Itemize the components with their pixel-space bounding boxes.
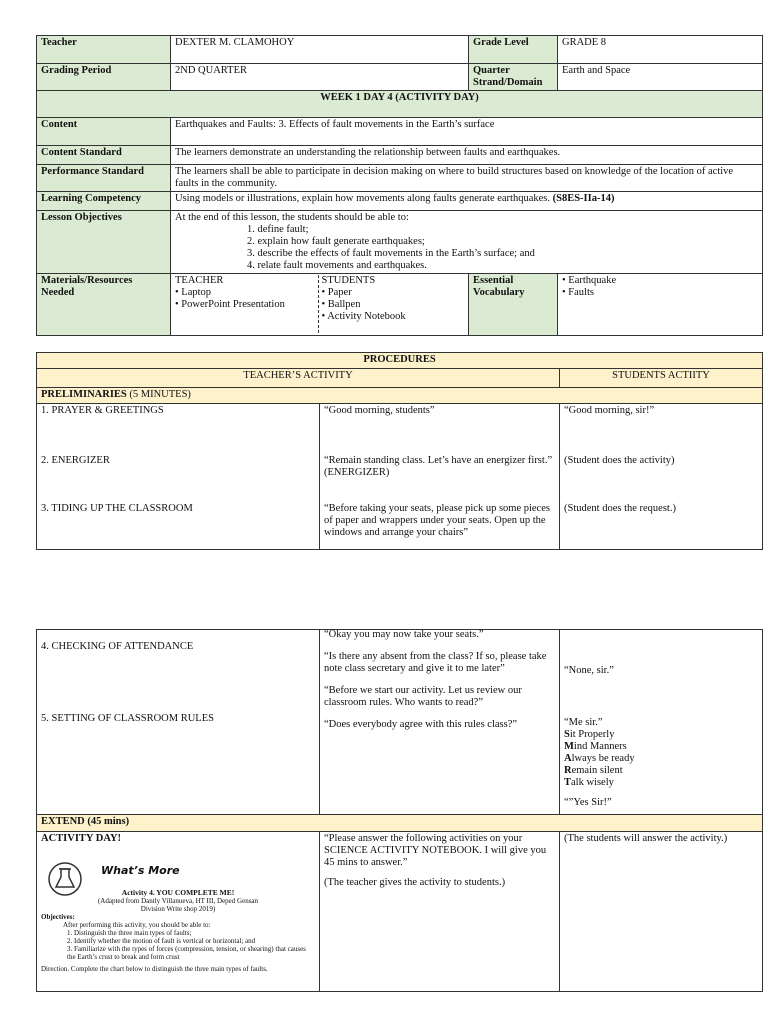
worksheet-direction: Direction. Complete the chart below to distinguish the three main types of faults. — [41, 965, 268, 973]
student-line: “Me sir.” — [564, 717, 603, 728]
objectives-intro: At the end of this lesson, the students should be able to: — [175, 212, 409, 223]
whats-more-title: What’s More — [101, 864, 180, 877]
table-row — [37, 502, 763, 550]
teacher-line: “Is there any absent from the class? If so, please take note class secretary and give it to me later” — [324, 651, 547, 674]
content-standard-value: The learners demonstrate an understanding the relationship between faults and earthquakes. — [171, 146, 763, 165]
materials-item: • Ballpen — [321, 299, 361, 310]
materials-value — [171, 274, 469, 336]
steps-cell — [37, 630, 320, 815]
teacher-line: “Okay you may now take your seats.” — [324, 629, 484, 640]
procedures-continued-table — [36, 629, 763, 992]
rule-item: Sit Properly — [564, 729, 615, 740]
step-label: 5. SETTING OF CLASSROOM RULES — [41, 713, 214, 724]
activity-cell — [37, 832, 320, 992]
content-label: Content — [37, 118, 171, 146]
content-value: Earthquakes and Faults: 3. Effects of fault movements in the Earth’s surface — [171, 118, 763, 146]
step-label: 3. TIDING UP THE CLASSROOM — [37, 502, 320, 550]
objectives-value — [171, 211, 763, 274]
rule-item: Mind Manners — [564, 741, 627, 752]
students-activity-header: STUDENTS ACTIITY — [560, 369, 763, 388]
worksheet-activity-title: Activity 4. YOU COMPLETE ME! — [121, 888, 235, 897]
vocabulary-item: • Earthquake — [562, 275, 617, 286]
teacher-value: DEXTER M. CLAMOHOY — [171, 36, 469, 64]
student-line: “None, sir.” — [564, 665, 614, 676]
vocabulary-value — [558, 274, 763, 336]
period-label: Grading Period — [37, 64, 171, 91]
grade-label: Grade Level — [469, 36, 558, 64]
procedures-table — [36, 352, 763, 550]
worksheet-item: 1. Distinguish the three main types of faults; — [67, 929, 192, 937]
table-row — [37, 454, 763, 502]
teacher-activity: “Good morning, students” — [320, 404, 560, 454]
rule-item: Always be ready — [564, 753, 635, 764]
competency-code: (S8ES-IIa-14) — [552, 193, 615, 204]
teacher-line: “Before we start our activity. Let us review our classroom rules. Who wants to read?” — [324, 685, 522, 708]
materials-item: • Paper — [321, 287, 352, 298]
teacher-activity: “Before taking your seats, please pick up some pieces of paper and wrappers under your seats. Open up the windows and arrange your chairs” — [320, 502, 560, 550]
objective-item: 2. explain how fault generate earthquakes; — [247, 236, 425, 247]
step-label: 4. CHECKING OF ATTENDANCE — [41, 641, 194, 652]
lesson-info-table — [36, 35, 763, 336]
teacher-activity — [320, 630, 560, 815]
quarter-value: Earth and Space — [558, 64, 763, 91]
teacher-label: Teacher — [37, 36, 171, 64]
student-line: “”Yes Sir!” — [564, 797, 612, 808]
grade-value: GRADE 8 — [558, 36, 763, 64]
competency-label: Learning Competency — [37, 192, 171, 211]
materials-item: • Activity Notebook — [321, 311, 406, 322]
preliminaries-time: (5 MINUTES) — [126, 389, 191, 400]
objectives-label: Lesson Objectives — [37, 211, 171, 274]
materials-students-heading: STUDENTS — [321, 275, 376, 286]
objective-item: 4. relate fault movements and earthquakes. — [247, 260, 427, 271]
vocabulary-item: • Faults — [562, 287, 594, 298]
performance-standard-label: Performance Standard — [37, 165, 171, 192]
student-activity: (The students will answer the activity.) — [560, 832, 763, 992]
week-title: WEEK 1 DAY 4 (ACTIVITY DAY) — [37, 91, 763, 118]
teacher-line: “Does everybody agree with this rules class?” — [324, 719, 518, 730]
performance-standard-value: The learners shall be able to participate in decision making on where to build structures based on knowledge of the location of active faults in the community. — [171, 165, 763, 192]
student-activity: “Good morning, sir!” — [560, 404, 763, 454]
content-standard-label: Content Standard — [37, 146, 171, 165]
rule-item: Remain silent — [564, 765, 623, 776]
competency-value: Using models or illustrations, explain how movements along faults generate earthquakes. (S8ES-IIa-14) — [171, 192, 763, 211]
table-row — [37, 404, 763, 454]
table-row — [37, 630, 763, 815]
quarter-label: Quarter Strand/Domain — [469, 64, 558, 91]
whats-more-box — [41, 845, 315, 973]
teacher-line: (The teacher gives the activity to students.) — [324, 877, 506, 888]
step-label: 2. ENERGIZER — [37, 454, 320, 502]
worksheet-item: 3. Familiarize with the types of forces (compression, tension, or shearing) that causes the Earth’s crust to break and form crust — [67, 945, 306, 961]
step-label: 1. PRAYER & GREETINGS — [37, 404, 320, 454]
materials-item: • PowerPoint Presentation — [175, 299, 285, 310]
table-row — [37, 832, 763, 992]
objective-item: 1. define fault; — [247, 224, 309, 235]
worksheet-objectives-label: Objectives: — [41, 913, 75, 921]
preliminaries-label: PRELIMINARIES — [41, 389, 127, 400]
worksheet-item: 2. Identify whether the motion of fault is vertical or horizontal; and — [67, 937, 256, 945]
worksheet-after: After performing this activity, you should be able to: — [63, 921, 211, 929]
student-activity — [560, 630, 763, 815]
vocabulary-label: Essential Vocabulary — [469, 274, 558, 336]
activity-day-label: ACTIVITY DAY! — [41, 833, 122, 844]
preliminaries-row — [37, 388, 763, 404]
teacher-activity: “Remain standing class. Let’s have an energizer first.” (ENERGIZER) — [320, 454, 560, 502]
extend-row: EXTEND (45 mins) — [37, 815, 763, 832]
student-activity: (Student does the activity) — [560, 454, 763, 502]
materials-item: • Laptop — [175, 287, 212, 298]
teacher-line: “Please answer the following activities on your SCIENCE ACTIVITY NOTEBOOK. I will give you 45 mins to answer.” — [324, 833, 547, 868]
objective-item: 3. describe the effects of fault movements in the Earth’s surface; and — [247, 248, 535, 259]
period-value: 2ND QUARTER — [171, 64, 469, 91]
materials-teacher-heading: TEACHER — [175, 275, 224, 286]
teacher-activity-header: TEACHER’S ACTIVITY — [37, 369, 560, 388]
rule-item: Talk wisely — [564, 777, 614, 788]
teacher-activity — [320, 832, 560, 992]
worksheet-adapted: (Adapted from Dantly Villanueva, HT III, Deped Gensan Division Write shop 2019) — [97, 897, 259, 913]
procedures-title: PROCEDURES — [37, 353, 763, 369]
student-activity: (Student does the request.) — [560, 502, 763, 550]
materials-label: Materials/Resources Needed — [37, 274, 171, 336]
